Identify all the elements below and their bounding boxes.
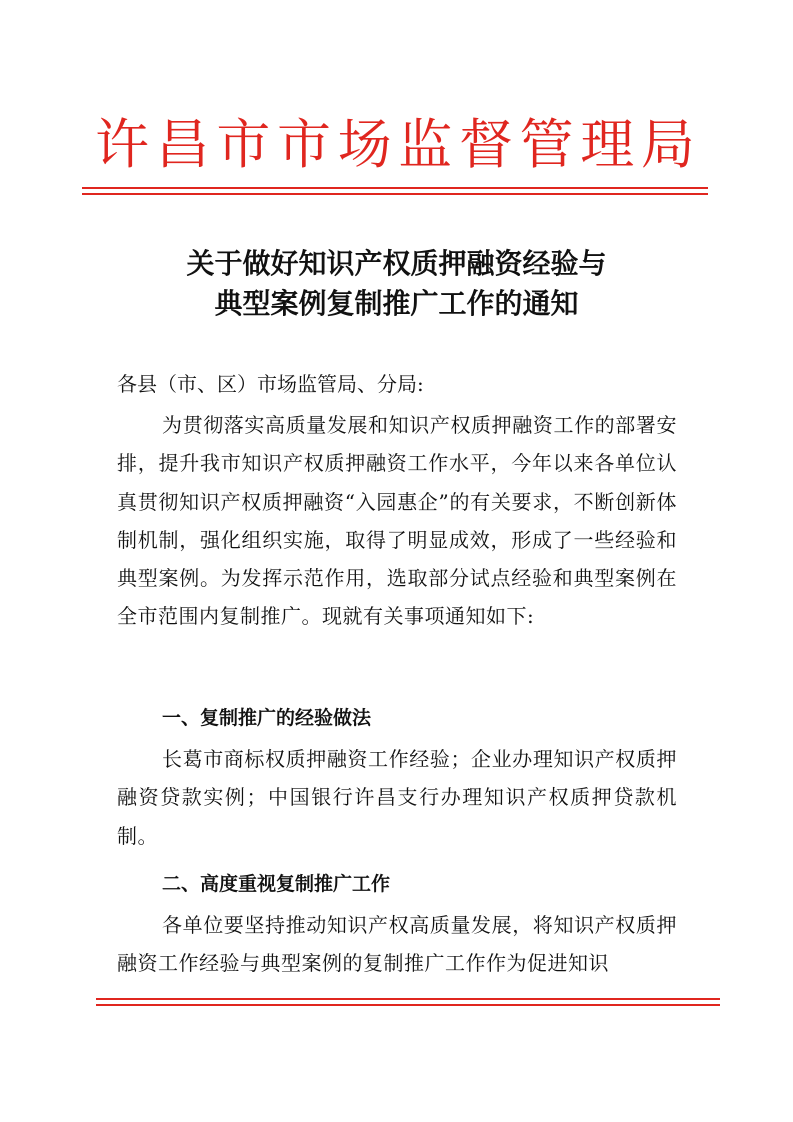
masthead-char: 昌	[155, 113, 210, 176]
notice-title-line-1: 关于做好知识产权质押融资经验与	[186, 247, 607, 280]
section-heading-1: 一、复制推广的经验做法	[162, 707, 372, 729]
masthead-char: 局	[640, 113, 695, 176]
masthead-char: 许	[95, 113, 149, 176]
body-paragraph-3: 各单位要坚持推动知识产权高质量发展，将知识产权质押融资工作经验与典型案例的复制推广工作作为促进知识	[117, 913, 677, 976]
body-paragraph-1: 为贯彻落实高质量发展和知识产权质押融资工作的部署安排，提升我市知识产权质押融资工作水平，今年以来各单位认真贯彻知识产权质押融资“入园惠企”的有关要求，不断创新体制机制，强化组织实施，取得了明显成效，形成了一些经验和典型案例。为发挥示范作用，选取部分试点经验和典型案例在全市范围内复制推广。现就有关事项通知如下:	[117, 413, 677, 629]
footer-rule-top	[96, 998, 720, 1000]
masthead-char: 监	[398, 113, 453, 176]
footer-rule-bottom	[96, 1004, 720, 1006]
masthead-char: 场	[337, 113, 392, 176]
header-rule-top	[82, 187, 708, 189]
body-paragraph-2: 长葛市商标权质押融资工作经验；企业办理知识产权质押融资贷款实例；中国银行许昌支行办理知识产权质押贷款机制。	[117, 747, 677, 848]
notice-title-line-2: 典型案例复制推广工作的通知	[214, 287, 579, 320]
masthead-char: 管	[519, 113, 574, 176]
masthead	[95, 110, 695, 180]
masthead-char: 市	[276, 113, 331, 176]
masthead-char: 督	[458, 113, 513, 176]
masthead-char: 理	[580, 113, 635, 176]
header-rule-bottom	[82, 193, 708, 195]
masthead-char: 市	[216, 113, 271, 176]
section-heading-2: 二、高度重视复制推广工作	[162, 873, 391, 895]
salutation: 各县（市、区）市场监管局、分局:	[117, 372, 424, 396]
